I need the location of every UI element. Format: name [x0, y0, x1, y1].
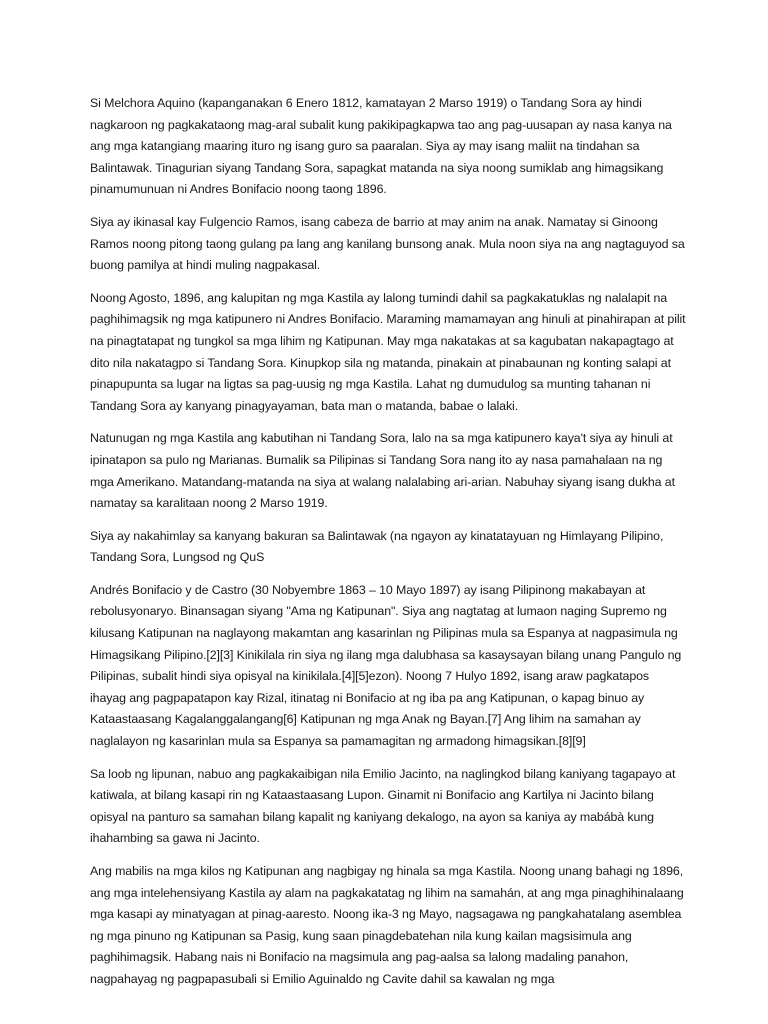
paragraph-bonifacio-revolution: Ang mabilis na mga kilos ng Katipunan ang nagbigay ng hinala sa mga Kastila. Noong unang bahagi ng 1896, ang mga intelehensiyang Kastila ay alam na pagkakatatag ng lihim na samahán, at ang mga pinaghihinalaang mga kasapi ay minatyagan at pinag-aaresto. Noong ika-3 ng Mayo, nagsagawa ng pangkahatalang asemblea ng mga pinuno ng Katipunan sa Pasig, kung saan pinagdebatehan nila kung kailan magsisimula ang paghihimagsik. Habang nais ni Bonifacio na magsimula ang pag-aalsa sa lalong madaling panahon, nagpahayag ng pagpapasubali si Emilio Aguinaldo ng Cavite dahil sa kawalan ng mga [90, 864, 684, 986]
paragraph-bonifacio-jacinto: Sa loob ng lipunan, nabuo ang pagkakaibigan nila Emilio Jacinto, na naglingkod bilang kaniyang tagapayo at katiwala, at bilang kasapi rin ng Kataastaasang Lupon. Ginamit ni Bonifacio ang Kartilya ni Jacinto bilang opisyal na panturo sa samahan bilang kapalit ng kaniyang dekalogo, na ayon sa kaniya ay mabábà kung ihahambing sa gawa ni Jacinto. [90, 766, 676, 846]
paragraph-tandang-sora-exile: Natunugan ng mga Kastila ang kabutihan ni Tandang Sora, lalo na sa mga katipunero kaya't siya ay hinuli at ipinatapon sa pulo ng Marianas. Bumalik sa Pilipinas si Tandang Sora nang ito ay nasa pamahalaan na ng mga Amerikano. Matandang-matanda na siya at walang nalalabing ari-arian. Nabuhay siyang isang dukha at namatay sa karalitaan noong 2 Marso 1919. [90, 431, 675, 511]
paragraph-tandang-sora-intro: Si Melchora Aquino (kapanganakan 6 Enero 1812, kamatayan 2 Marso 1919) o Tandang Sora ay hindi nagkaroon ng pagkakataong mag-aral subalit kung pakikipagkapwa tao ang pag-uusapan ay nasa kanya na ang mga katangiang maaring ituro ng isang guro sa paaralan. Siya ay may isang maliit na tindahan sa Balintawak. Tinagurian siyang Tandang Sora, sapagkat matanda na siya noong sumiklab ang himagsikang pinamumunuan ni Andres Bonifacio noong taong 1896. [90, 96, 672, 197]
paragraph-tandang-sora-katipunan: Noong Agosto, 1896, ang kalupitan ng mga Kastila ay lalong tumindi dahil sa pagkakatuklas ng nalalapit na paghihimagsik ng mga katipunero ni Andres Bonifacio. Maraming mamamayan ang hinuli at pinahirapan at pilit na pinagtatapat ng tungkol sa mga lihim ng Katipunan. May mga nakatakas at sa kagubatan nakapagtago at dito nila nakatagpo si Tandang Sora. Kinupkop sila ng matanda, pinakain at pinabaunan ng konting salapi at pinapupunta sa lugar na ligtas sa pag-uusig ng mga Kastila. Lahat ng dumudulog sa munting tahanan ni Tandang Sora ay kanyang pinagyayaman, bata man o matanda, babae o lalaki. [90, 290, 686, 413]
document-body [90, 93, 688, 1002]
paragraph-bonifacio-intro: Andrés Bonifacio y de Castro (30 Nobyembre 1863 – 10 Mayo 1897) ay isang Pilipinong makabayan at rebolusyonaryo. Binansagan siyang "Ama ng Katipunan". Siya ang nagtatag at lumaon naging Supremo ng kilusang Katipunan na naglayong makamtan ang kasarinlan ng Pilipinas mula sa Espanya at nagpasimula ng Himagsikang Pilipino.[2][3] Kinikilala rin siya ng ilang mga dalubhasa sa kasaysayan bilang unang Pangulo ng Pilipinas, subalit hindi siya opisyal na kinikilala.[4][5]ezon). Noong 7 Hulyo 1892, isang araw pagkatapos ihayag ang pagpapatapon kay Rizal, itinatag ni Bonifacio at ng iba pa ang Katipunan, o kapag binuo ay Kataastaasang Kagalanggalangang[6] Katipunan ng mga Anak ng Bayan.[7] Ang lihim na samahan ay naglalayon ng kasarinlan mula sa Espanya sa pamamagitan ng armadong himagsikan.[8][9] [90, 582, 682, 749]
paragraph-tandang-sora-burial: Siya ay nakahimlay sa kanyang bakuran sa Balintawak (na ngayon ay kinatatayuan ng Himlayang Pilipino, Tandang Sora, Lungsod ng QuS [90, 528, 664, 565]
paragraph-tandang-sora-family: Siya ay ikinasal kay Fulgencio Ramos, isang cabeza de barrio at may anim na anak. Namatay si Ginoong Ramos noong pitong taong gulang pa lang ang kanilang bunsong anak. Mula noon siya na ang nagtaguyod sa buong pamilya at hindi muling nagpakasal. [90, 214, 685, 273]
